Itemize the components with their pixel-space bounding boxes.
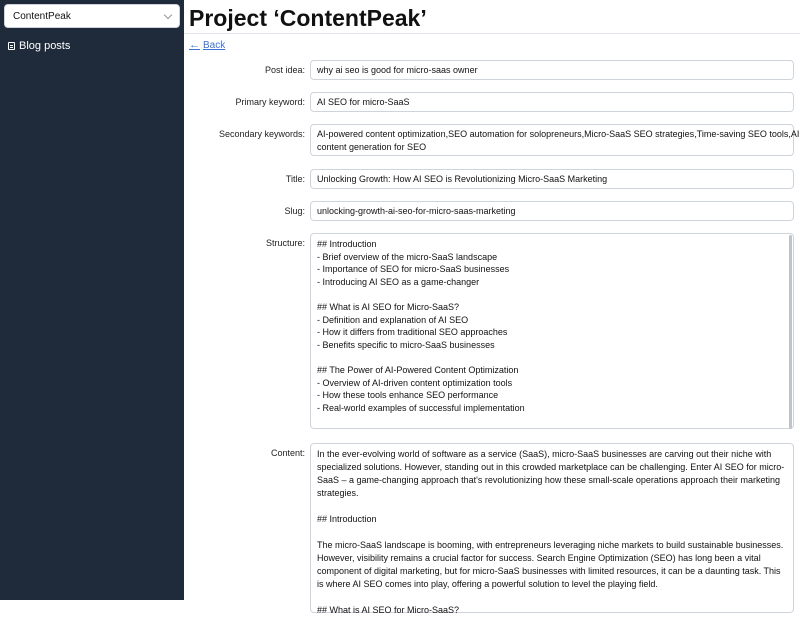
structure-line <box>317 351 787 364</box>
chevron-down-icon <box>164 10 172 18</box>
secondary-keywords-textarea[interactable] <box>310 124 800 156</box>
structure-line: - Real-world examples of successful implementation <box>317 402 525 413</box>
main-content <box>184 0 800 615</box>
structure-line: ## Introduction <box>317 239 377 249</box>
title-value: Unlocking Growth: How AI SEO is Revolutionizing Micro-SaaS Marketing <box>317 174 608 184</box>
structure-scrollbar[interactable] <box>789 235 792 429</box>
page-title: Project ‘ContentPeak’ <box>189 5 427 31</box>
structure-line: - Introducing AI SEO as a game-changer <box>317 276 480 287</box>
back-label: Back <box>203 39 226 51</box>
primary-keyword-value: AI SEO for micro-SaaS <box>317 97 410 107</box>
project-select[interactable] <box>4 4 180 28</box>
structure-line: - Definition and explanation of AI SEO <box>317 314 469 325</box>
arrow-left-icon: ← <box>189 39 200 51</box>
structure-line: - How these tools enhance SEO performance <box>317 390 499 401</box>
back-link[interactable] <box>189 39 225 51</box>
structure-line: - Benefits specific to micro-SaaS businesses <box>317 339 495 350</box>
primary-keyword-input[interactable] <box>310 92 794 112</box>
structure-line: - Overview of AI-driven content optimization tools <box>317 377 513 388</box>
structure-label: Structure: <box>265 238 305 248</box>
structure-line: - Brief overview of the micro-SaaS landscape <box>317 251 498 262</box>
secondary-keywords-line: AI-powered content optimization,SEO automation for solopreneurs,Micro-SaaS SEO strategies,Time-saving SEO tools,AI <box>317 129 800 139</box>
content-label: Content: <box>270 448 305 458</box>
structure-line: - Importance of SEO for micro-SaaS businesses <box>317 264 510 275</box>
header-divider <box>184 33 800 34</box>
sidebar-item-label: Blog posts <box>19 40 71 52</box>
post-idea-label: Post idea: <box>264 65 305 75</box>
slug-value: unlocking-growth-ai-seo-for-micro-saas-marketing <box>317 206 516 216</box>
post-idea-input[interactable] <box>310 60 794 80</box>
title-input[interactable] <box>310 169 794 189</box>
secondary-keywords-line: content generation for SEO <box>317 141 427 152</box>
structure-textarea[interactable] <box>310 233 794 429</box>
document-icon <box>8 42 15 50</box>
primary-keyword-label: Primary keyword: <box>235 97 305 107</box>
slug-input[interactable] <box>310 201 794 221</box>
slug-label: Slug: <box>284 206 305 216</box>
post-idea-value: why ai seo is good for micro-saas owner <box>317 65 478 75</box>
content-paragraph: ## What is AI SEO for Micro-SaaS? <box>317 605 460 615</box>
content-paragraph: ## Introduction <box>317 514 377 524</box>
sidebar-item-blog-posts[interactable] <box>8 40 70 52</box>
content-textarea[interactable] <box>310 443 794 613</box>
content-paragraph: In the ever-evolving world of software as a service (SaaS), micro-SaaS businesses are carving out their niche with specialized solutions. However, standing out in this crowded marketplace can be challenging. Enter AI SEO for micro-SaaS – a game-changing approach that's revolutionizing how these small-scale operations approach their marketing strategies. <box>317 449 785 498</box>
title-label: Title: <box>285 174 305 184</box>
structure-line <box>317 288 787 301</box>
structure-line: ## What is AI SEO for Micro-SaaS? <box>317 301 460 312</box>
sidebar <box>0 0 184 600</box>
structure-line: ## The Power of AI-Powered Content Optimization <box>317 364 519 375</box>
secondary-keywords-label: Secondary keywords: <box>218 129 305 139</box>
structure-line: - How it differs from traditional SEO approaches <box>317 327 508 338</box>
project-select-value: ContentPeak <box>13 10 71 22</box>
content-paragraph: The micro-SaaS landscape is booming, with entrepreneurs leveraging niche markets to build sustainable businesses. However, visibility remains a crucial factor for success. Search Engine Optimization (SEO) has long been a vital component of digital marketing, but for micro-SaaS businesses with limited resources, it can be a daunting task. This is where AI SEO comes into play, offering a powerful solution to level the playing field. <box>317 540 784 589</box>
